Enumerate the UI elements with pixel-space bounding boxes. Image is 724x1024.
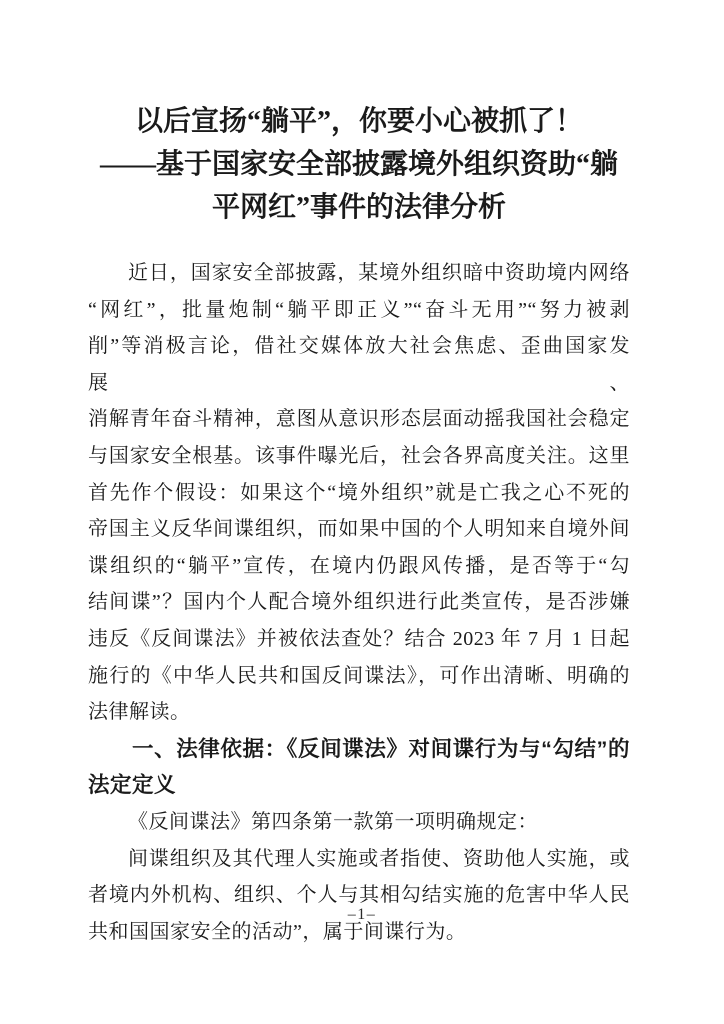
text-line: 结间谍”？国内个人配合境外组织进行此类宣传，是否涉嫌 — [88, 591, 630, 614]
text-line: 谍组织的“躺平”宣传，在境内仍跟风传播，是否等于“勾 — [88, 554, 630, 577]
text-line: 近日，国家安全部披露，某境外组织暗中资助境内网络 — [128, 262, 630, 284]
text-line: 违反《反间谍法》并被依法查处？结合 2023 年 7 月 1 日起 — [88, 627, 630, 650]
document-body — [88, 255, 630, 950]
law-text-paragraph — [88, 841, 630, 951]
intro-paragraph — [88, 255, 630, 731]
text-line: “网红”，批量炮制“躺平即正义”“奋斗无用”“努力被剥 — [88, 298, 630, 321]
text-line: 施行的《中华人民共和国反间谍法》，可作出清晰、明确的 — [88, 664, 630, 687]
text-line: 消解青年奋斗精神，意图从意识形态层面动摇我国社会稳定 — [88, 408, 630, 431]
heading-line: 法定定义 — [88, 773, 177, 798]
title-line-3: 平网红”事件的法律分析 — [211, 192, 506, 223]
text-line: 削”等消极言论，借社交媒体放大社会焦虑、歪曲国家发展、 — [88, 335, 630, 394]
text-line: 法律解读。 — [88, 701, 191, 724]
section-1-heading — [88, 731, 630, 804]
text-line: 共和国国家安全的活动”，属于间谍行为。 — [88, 920, 467, 943]
text-column — [88, 0, 630, 950]
document-title — [88, 100, 630, 229]
text-line: 与国家安全根基。该事件曝光后，社会各界高度关注。这里 — [88, 444, 630, 467]
text-line: 《反间谍法》第四条第一款第一项明确规定： — [128, 810, 538, 833]
text-line: 帝国主义反华间谍组织，而如果中国的个人明知来自境外间 — [88, 518, 630, 541]
law-citation-paragraph — [88, 804, 630, 841]
title-line-2: ——基于国家安全部披露境外组织资助“躺 — [99, 149, 618, 180]
text-line: 者境内外机构、组织、个人与其相勾结实施的危害中华人民 — [88, 884, 630, 907]
text-line: 间谍组织及其代理人实施或者指使、资助他人实施，或 — [128, 847, 630, 870]
text-line: 首先作个假设：如果这个“境外组织”就是亡我之心不死的 — [88, 481, 630, 504]
page-number: –1– — [347, 906, 377, 923]
title-line-1: 以后宣扬“躺平”，你要小心被抓了！ — [134, 106, 583, 137]
heading-line: 一、法律依据：《反间谍法》对间谍行为与“勾结”的 — [132, 736, 630, 761]
